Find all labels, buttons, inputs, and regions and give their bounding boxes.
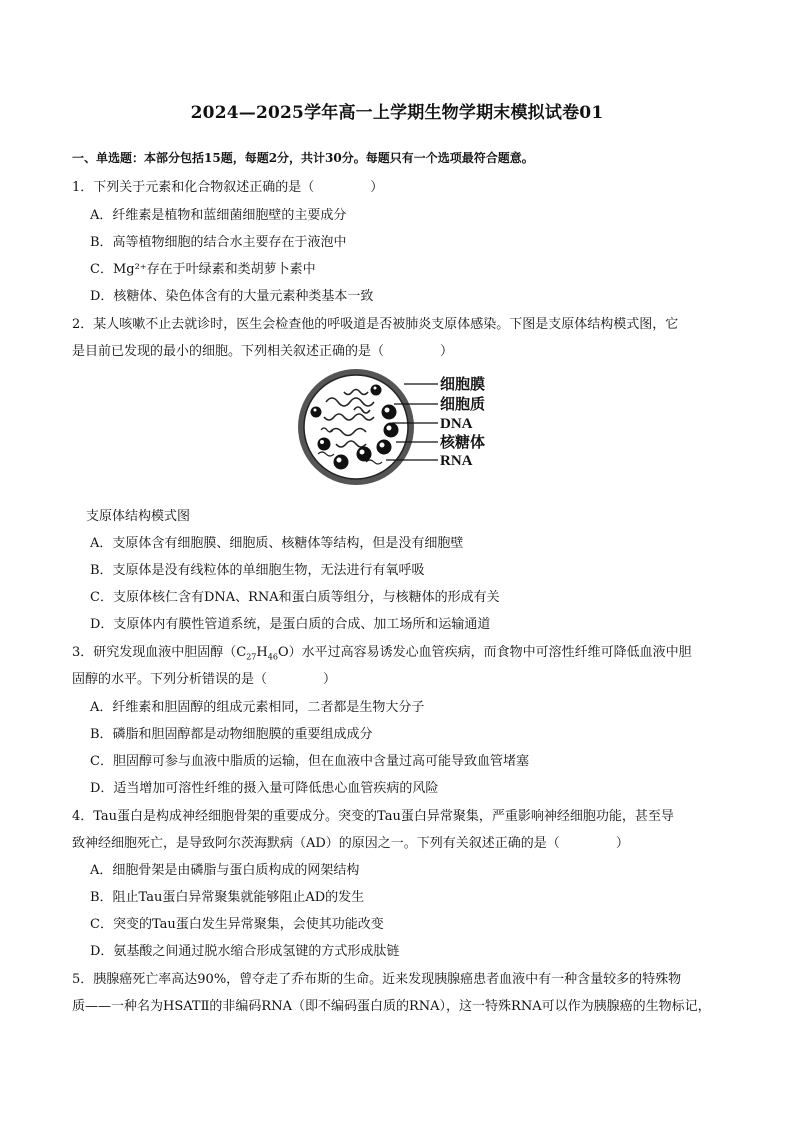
question-3-option-d: D．适当增加可溶性纤维的摄入量可降低患心血管疾病的风险 <box>90 781 439 796</box>
question-3-option-a: A．纤维素和胆固醇的组成元素相同，二者都是生物大分子 <box>90 700 425 715</box>
question-4-option-c: C．突变的Tau蛋白发生异常聚集，会使其功能改变 <box>90 917 384 932</box>
question-4-option-b: B．阻止Tau蛋白异常聚集就能够阻止AD的发生 <box>90 890 365 905</box>
section-heading: 一、单选题：本部分包括15题，每题2分，共计30分。每题只有一个选项最符合题意。 <box>72 151 534 165</box>
label-ribosome: 核糖体 <box>440 435 486 451</box>
label-dna: DNA <box>440 416 473 432</box>
question-3-stem-line-1: 3．研究发现血液中胆固醇$(C_{27}H_{46}O)$水平过高容易诱发心血管疾病，而食物中可溶性纤维可降低血液中胆 <box>72 645 692 662</box>
question-4-option-a: A．细胞骨架是由磷脂与蛋白质构成的网架结构 <box>90 863 360 878</box>
question-2-option-a: A．支原体含有细胞膜、细胞质、核糖体等结构，但是没有细胞壁 <box>90 536 464 551</box>
question-3-stem-line-2: 固醇的水平。下列分析错误的是（ ） <box>72 672 337 687</box>
question-3-option-b: B．磷脂和胆固醇都是动物细胞膜的重要组成成分 <box>90 727 373 742</box>
question-4-option-d: D．氨基酸之间通过脱水缩合形成氢键的方式形成肽链 <box>90 944 400 959</box>
question-5-stem-line-1: 5．胰腺癌死亡率高达90%，曾夺走了乔布斯的生命。近来发现胰腺癌患者血液中有一种含量较多的特殊物 <box>72 972 682 987</box>
question-1-option-b: B．高等植物细胞的结合水主要存在于液泡中 <box>90 235 347 250</box>
question-4-stem-line-1: 4．Tau蛋白是构成神经细胞骨架的重要成分。突变的Tau蛋白异常聚集，严重影响神经细胞功能，甚至导 <box>72 809 674 824</box>
question-1-option-d: D．核糖体、染色体含有的大量元素种类基本一致 <box>90 289 374 304</box>
question-5-stem-line-2: 质——一种名为HSATⅡ的非编码RNA（即不编码蛋白质的RNA），这一特殊RNA可以作为胰腺癌的生物标记， <box>72 999 711 1014</box>
question-2-stem-line-1: 2．某人咳嗽不止去就诊时，医生会检查他的呼吸道是否被肺炎支原体感染。下图是支原体结构模式图，它 <box>72 317 679 332</box>
label-cytoplasm: 细胞质 <box>440 397 486 413</box>
question-2-option-d: D．支原体内有膜性管道系统，是蛋白质的合成、加工场所和运输通道 <box>90 617 491 632</box>
question-2-option-b: B．支原体是没有线粒体的单细胞生物，无法进行有氧呼吸 <box>90 563 425 578</box>
question-1-option-c: C．Mg²⁺存在于叶绿素和类胡萝卜素中 <box>90 262 316 277</box>
figure-caption: 支原体结构模式图 <box>86 509 191 524</box>
question-2-stem-line-2: 是目前已发现的最小的细胞。下列相关叙述正确的是（ ） <box>72 344 454 359</box>
mycoplasma-structure-diagram <box>296 362 506 492</box>
question-1-option-a: A．纤维素是植物和蓝细菌细胞壁的主要成分 <box>90 208 347 223</box>
question-2-option-c: C．支原体核仁含有DNA、RNA和蛋白质等组分，与核糖体的形成有关 <box>90 590 500 605</box>
question-1-stem: 1．下列关于元素和化合物叙述正确的是（ ） <box>72 180 384 195</box>
label-cell-membrane: 细胞膜 <box>440 377 486 393</box>
label-rna: RNA <box>440 453 473 469</box>
page-title: 2024—2025学年高一上学期生物学期末模拟试卷01 <box>190 103 604 123</box>
question-3-option-c: C．胆固醇可参与血液中脂质的运输，但在血液中含量过高可能导致血管堵塞 <box>90 754 529 769</box>
question-4-stem-line-2: 致神经细胞死亡，是导致阿尔茨海默病（AD）的原因之一。下列有关叙述正确的是（ ） <box>72 836 629 851</box>
